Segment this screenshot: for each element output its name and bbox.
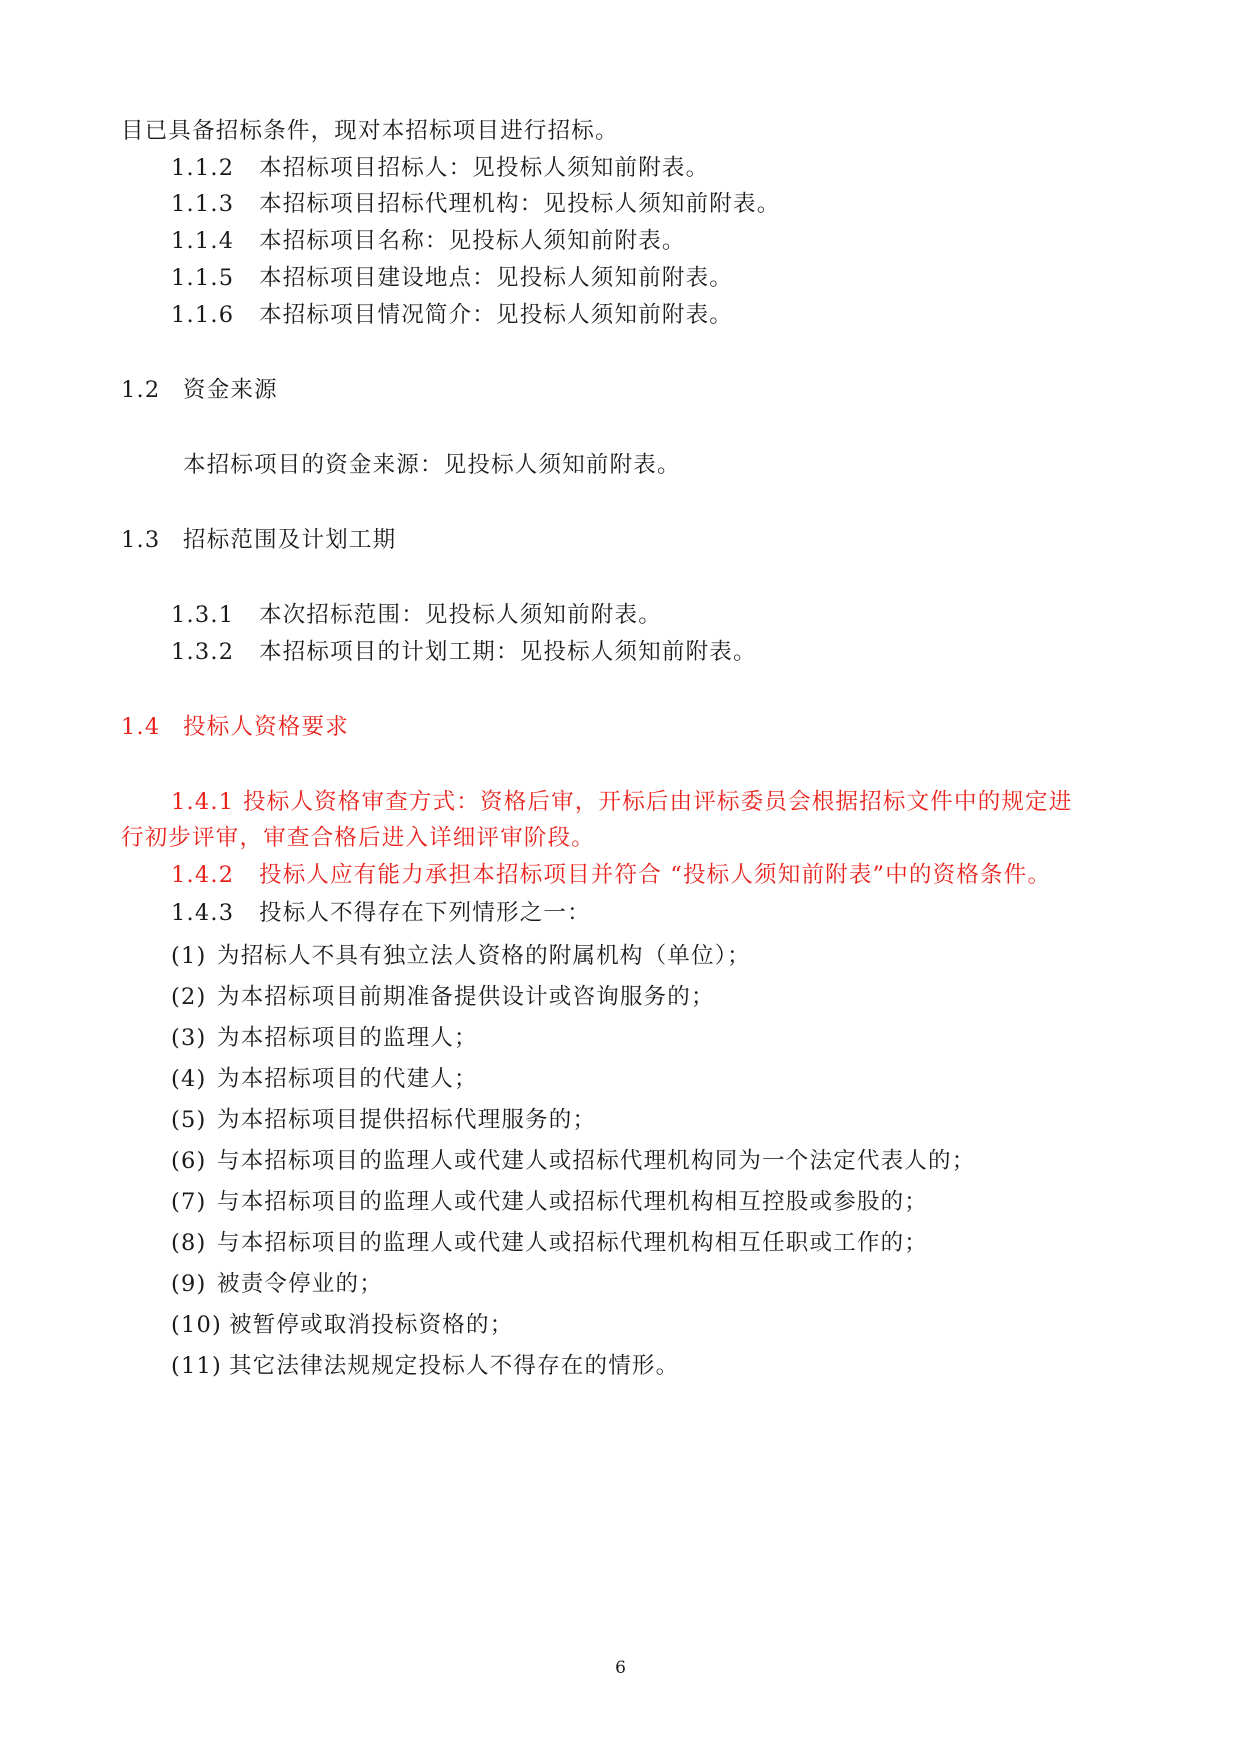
list-item — [171, 982, 715, 1012]
list-item-text: 为本招标项目的代建人； — [217, 1066, 478, 1092]
list-item-number: (10) — [171, 1312, 222, 1338]
clause-number: 1.1.3 — [171, 191, 235, 217]
line-text: 行初步评审，审查合格后进入详细评审阶段。 — [121, 825, 596, 851]
clause-text: 本招标项目名称：见投标人须知前附表。 — [259, 228, 686, 254]
list-item — [171, 941, 751, 971]
clause-text: 本招标项目建设地点：见投标人须知前附表。 — [259, 265, 734, 291]
list-item — [171, 1105, 596, 1135]
list-item-text: 为招标人不具有独立法人资格的附属机构（单位）； — [217, 943, 751, 969]
clause-text: 本招标项目招标代理机构：见投标人须知前附表。 — [259, 191, 781, 217]
section-heading-1-3 — [121, 525, 396, 555]
list-item-text: 为本招标项目的监理人； — [217, 1025, 478, 1051]
clause-number: 1.4.2 — [171, 862, 235, 888]
clause-number: 1.4.1 — [171, 789, 235, 815]
clause-text: 本次招标范围：见投标人须知前附表。 — [259, 602, 662, 628]
list-item-number: (8) — [171, 1230, 207, 1256]
clause-1-4-2 — [171, 860, 1051, 890]
clause-number: 1.3.2 — [171, 639, 235, 665]
list-item-number: (7) — [171, 1189, 207, 1215]
list-item — [171, 1228, 928, 1258]
paragraph-funding — [183, 450, 681, 480]
section-number: 1.4 — [121, 714, 161, 740]
list-item — [171, 1064, 478, 1094]
clause-1-1-3 — [171, 189, 780, 219]
clause-text: 本招标项目招标人：见投标人须知前附表。 — [259, 155, 710, 181]
clause-1-3-1 — [171, 600, 662, 630]
clause-1-1-6 — [171, 300, 733, 330]
list-item-number: (2) — [171, 984, 207, 1010]
list-item-number: (6) — [171, 1148, 207, 1174]
section-heading-1-4 — [121, 712, 349, 742]
list-item-number: (4) — [171, 1066, 207, 1092]
list-item-text: 其它法律法规规定投标人不得存在的情形。 — [229, 1353, 680, 1379]
list-item-text: 与本招标项目的监理人或代建人或招标代理机构相互控股或参股的； — [217, 1189, 929, 1215]
line-text: 目已具备招标条件，现对本招标项目进行招标。 — [121, 118, 619, 144]
list-item-number: (1) — [171, 943, 207, 969]
list-item-number: (5) — [171, 1107, 207, 1133]
clause-text: 投标人资格审查方式：资格后审，开标后由评标委员会根据招标文件中的规定进 — [243, 789, 1073, 815]
list-item — [171, 1023, 478, 1053]
clause-1-1-5 — [171, 263, 733, 293]
clause-1-1-4 — [171, 226, 686, 256]
list-item — [171, 1146, 975, 1176]
clause-1-4-1 — [171, 787, 1073, 817]
clause-text: 投标人应有能力承担本招标项目并符合 “投标人须知前附表”中的资格条件。 — [259, 862, 1052, 888]
list-item-text: 为本招标项目提供招标代理服务的； — [217, 1107, 597, 1133]
section-title: 投标人资格要求 — [183, 714, 349, 740]
clause-number: 1.1.2 — [171, 155, 235, 181]
section-title: 招标范围及计划工期 — [183, 527, 397, 553]
paragraph-continuation — [121, 116, 619, 146]
list-item-text: 被责令停业的； — [217, 1271, 383, 1297]
clause-number: 1.1.6 — [171, 302, 235, 328]
clause-1-1-2 — [171, 153, 709, 183]
list-item-text: 为本招标项目前期准备提供设计或咨询服务的； — [217, 984, 715, 1010]
clause-text: 本招标项目情况简介：见投标人须知前附表。 — [259, 302, 734, 328]
section-number: 1.3 — [121, 527, 161, 553]
list-item-text: 被暂停或取消投标资格的； — [229, 1312, 514, 1338]
list-item-text: 与本招标项目的监理人或代建人或招标代理机构同为一个法定代表人的； — [217, 1148, 976, 1174]
section-title: 资金来源 — [183, 377, 278, 403]
line-text: 本招标项目的资金来源：见投标人须知前附表。 — [183, 452, 681, 478]
page-number: 6 — [615, 1658, 626, 1678]
list-item-number: (9) — [171, 1271, 207, 1297]
list-item — [171, 1351, 679, 1381]
list-item-number: (3) — [171, 1025, 207, 1051]
list-item-number: (11) — [171, 1353, 222, 1379]
list-item — [171, 1310, 513, 1340]
clause-text: 本招标项目的计划工期：见投标人须知前附表。 — [259, 639, 757, 665]
clause-1-3-2 — [171, 637, 757, 667]
clause-1-4-1-continuation — [121, 823, 595, 853]
clause-number: 1.3.1 — [171, 602, 235, 628]
clause-number: 1.1.4 — [171, 228, 235, 254]
clause-1-4-3 — [171, 898, 591, 928]
clause-number: 1.4.3 — [171, 900, 235, 926]
list-item-text: 与本招标项目的监理人或代建人或招标代理机构相互任职或工作的； — [217, 1230, 929, 1256]
clause-number: 1.1.5 — [171, 265, 235, 291]
list-item — [171, 1187, 928, 1217]
clause-text: 投标人不得存在下列情形之一： — [259, 900, 591, 926]
section-number: 1.2 — [121, 377, 161, 403]
list-item — [171, 1269, 383, 1299]
section-heading-1-2 — [121, 375, 278, 405]
